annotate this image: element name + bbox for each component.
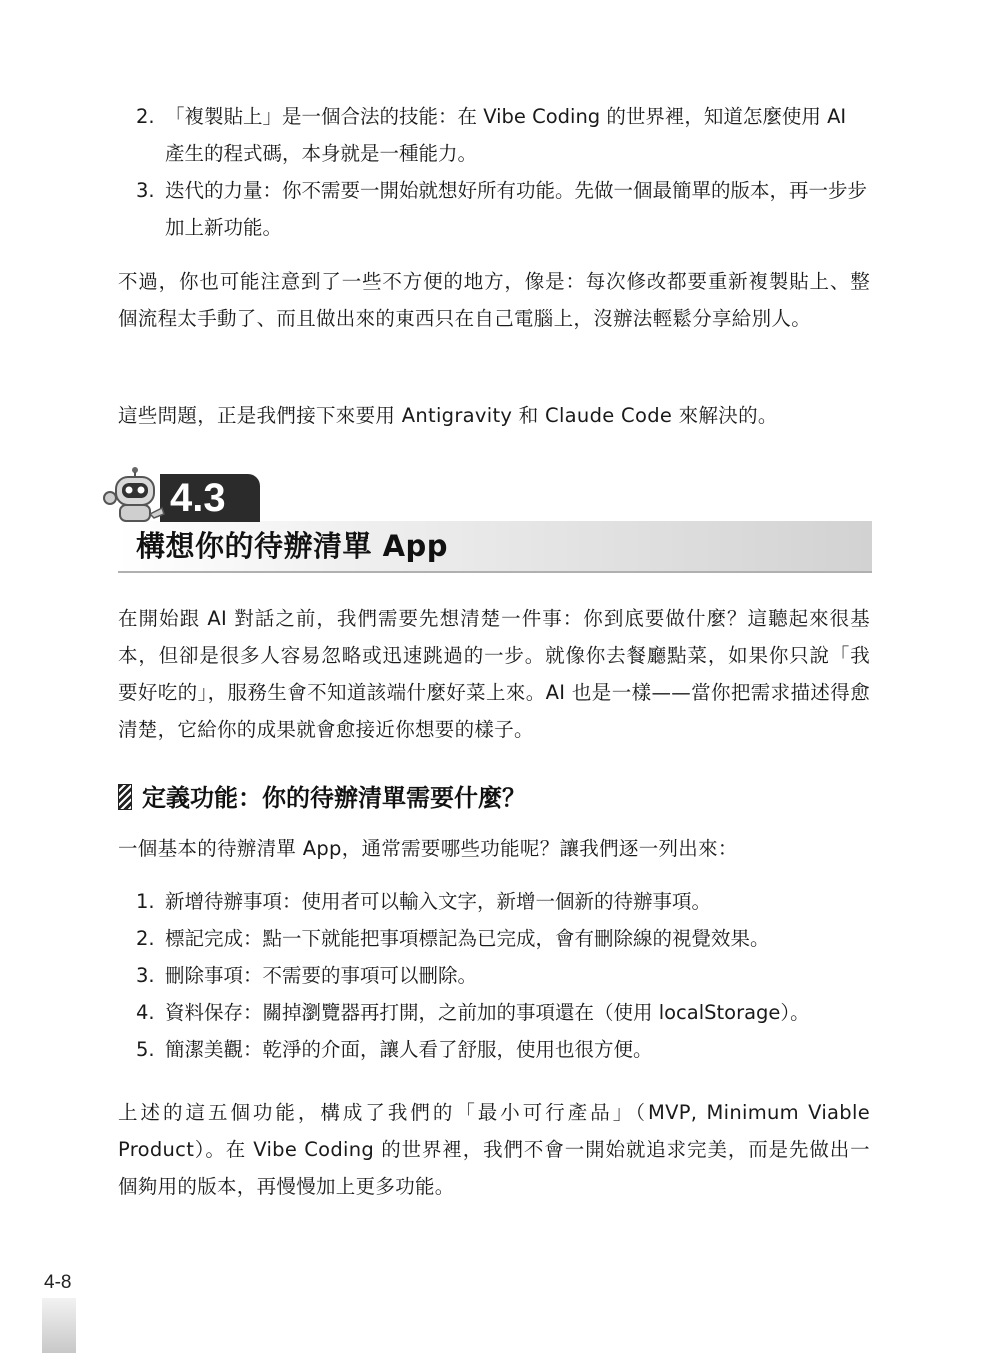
section-header: [100, 462, 872, 574]
page-number: 4-8: [44, 1272, 72, 1293]
hatch-marker-icon: [118, 784, 132, 810]
feature-list: [118, 883, 870, 1068]
list-item-number: 3.: [136, 964, 155, 987]
top-numbered-list: [118, 98, 870, 246]
list-item-text: 簡潔美觀：乾淨的介面，讓人看了舒服，使用也很方便。: [165, 1038, 653, 1061]
sub-heading-text: 定義功能：你的待辦清單需要什麼？: [142, 784, 526, 812]
list-item-text: 刪除事項：不需要的事項可以刪除。: [165, 964, 478, 987]
list-item-text: 「複製貼上」是一個合法的技能：在 Vibe Coding 的世界裡，知道怎麼使用 AI 產生的程式碼，本身就是一種能力。: [165, 105, 847, 165]
list-item-text: 新增待辦事項：使用者可以輸入文字，新增一個新的待辦事項。: [165, 890, 712, 913]
paragraph-feature-lead: 一個基本的待辦清單 App，通常需要哪些功能呢？讓我們逐一列出來：: [118, 837, 738, 860]
list-item-text: 資料保存：關掉瀏覽器再打開，之前加的事項還在（使用 localStorage）。: [165, 1001, 810, 1024]
list-item-number: 2.: [136, 927, 155, 950]
list-item: [118, 1031, 870, 1068]
list-item-number: 4.: [136, 1001, 155, 1024]
list-item-text: 標記完成：點一下就能把事項標記為已完成，會有刪除線的視覺效果。: [165, 927, 770, 950]
list-item: [118, 994, 870, 1031]
list-item-number: 3.: [136, 179, 155, 202]
list-item: [118, 172, 870, 246]
paragraph-problems: 這些問題，正是我們接下來要用 Antigravity 和 Claude Code 來解決的。: [118, 404, 778, 427]
list-item-number: 5.: [136, 1038, 155, 1061]
section-title: 構想你的待辦清單 App: [136, 529, 449, 563]
paragraph-intro: 在開始跟 AI 對話之前，我們需要先想清楚一件事：你到底要做什麼？這聽起來很基本，但卻是很多人容易忽略或迅速跳過的一步。就像你去餐廳點菜，如果你只說「我要好吃的」，服務生會不知道該端什麼好菜上來。AI 也是一樣——當你把需求描述得愈清楚，它給你的成果就會愈接近你想要的樣子。: [118, 607, 870, 741]
list-item-number: 2.: [136, 105, 155, 128]
robot-mascot-icon: [100, 462, 170, 526]
list-item: [118, 920, 870, 957]
page-corner-tab: [42, 1298, 76, 1353]
list-item: [118, 883, 870, 920]
list-item-number: 1.: [136, 890, 155, 913]
list-item: [118, 98, 870, 172]
paragraph-inconvenience: 不過，你也可能注意到了一些不方便的地方，像是：每次修改都要重新複製貼上、整個流程太手動了、而且做出來的東西只在自己電腦上，沒辦法輕鬆分享給別人。: [118, 270, 870, 330]
paragraph-mvp: 上述的這五個功能，構成了我們的「最小可行產品」（MVP, Minimum Viable Product）。在 Vibe Coding 的世界裡，我們不會一開始就追求完美，而是先做出一個夠用的版本，再慢慢加上更多功能。: [118, 1101, 870, 1198]
list-item: [118, 957, 870, 994]
section-number: 4.3: [170, 476, 226, 520]
sub-heading: [118, 778, 526, 818]
list-item-text: 迭代的力量：你不需要一開始就想好所有功能。先做一個最簡單的版本，再一步步加上新功能。: [165, 179, 868, 239]
